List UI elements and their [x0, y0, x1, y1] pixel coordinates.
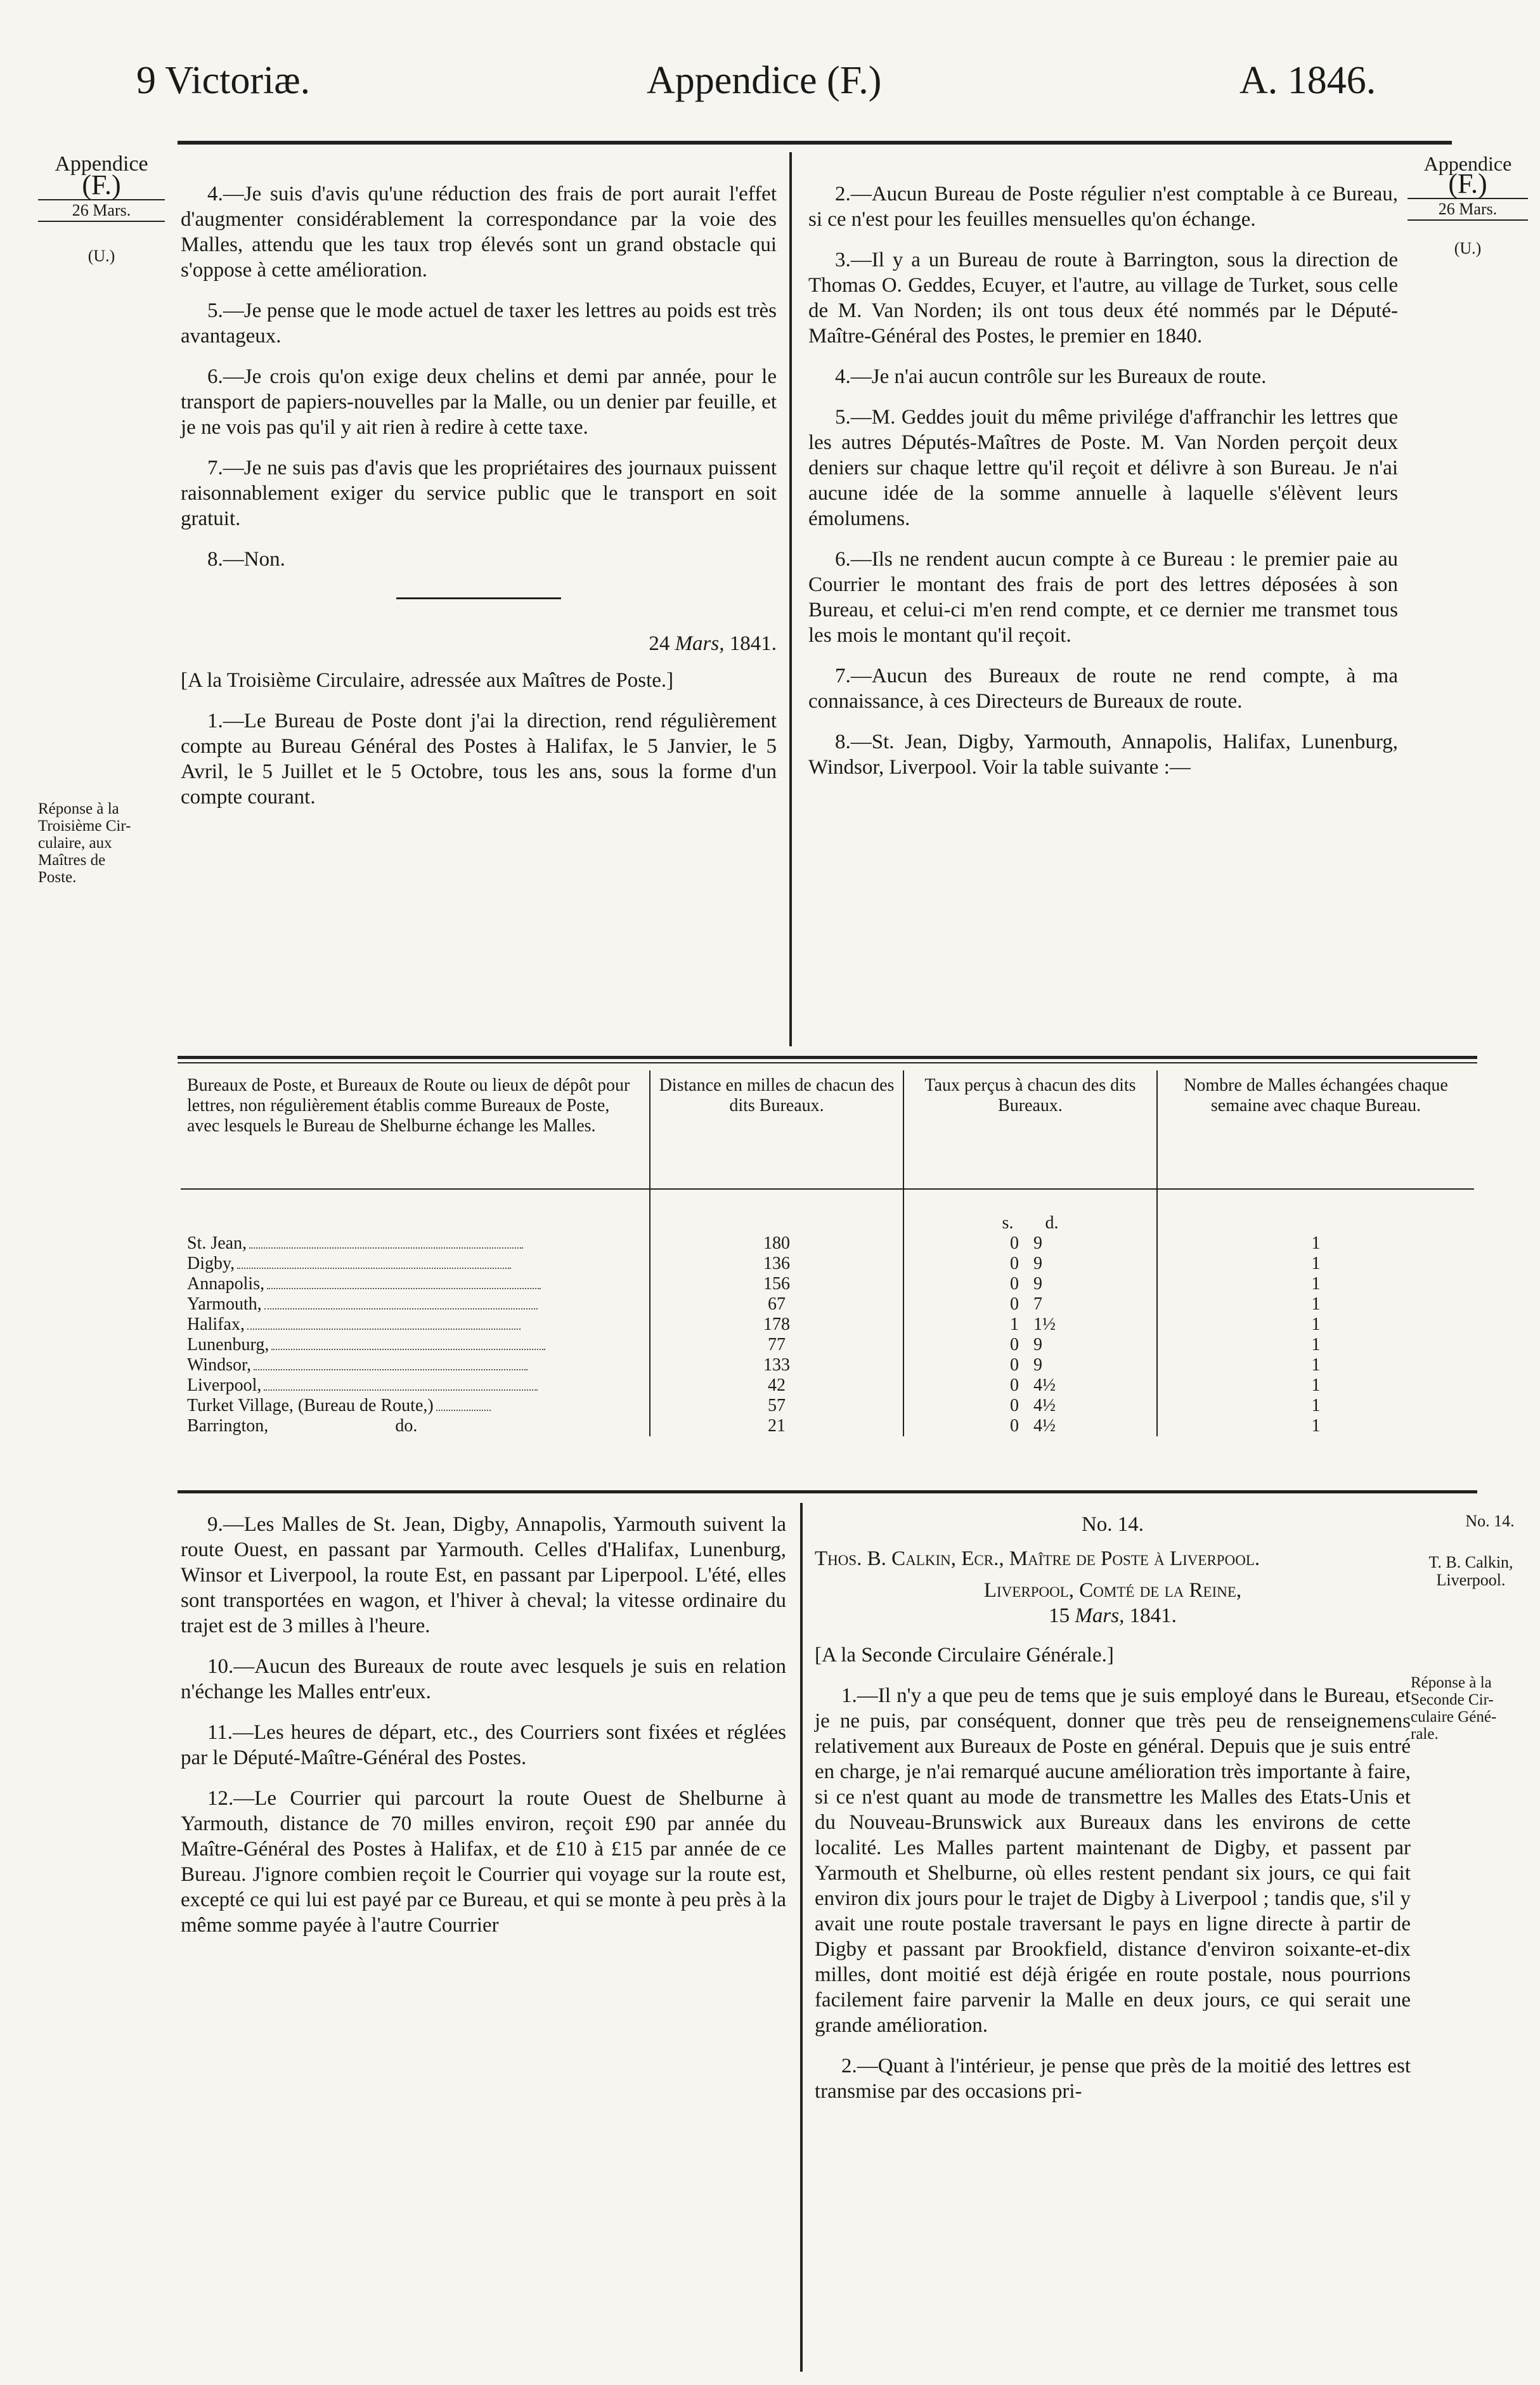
- header-distance: Distance en milles de chacun des dits Bureaux.: [650, 1070, 903, 1189]
- separator: [396, 597, 561, 599]
- paragraph-1: 1.—Il n'y a que peu de tems que je suis employé dans le Bureau, et je ne puis, par conséquent, donner que très peu de renseignemens relativement aux Bureaux de Poste en général. Depuis que je suis entré en charge, je n'ai remarqué aucune amélioration très importante à faire, si ce n'est quant au mode de transmettre les Malles des Etats-Unis et du Nouveau-Brunswick aux Bureaux dans les environs de cette localité. Les Malles partent maintenant de Digby, et passent par Yarmouth et Shelburne, où elles restent pendant six jours, ce qui fait environ dix jours pour le trajet de Digby à Liverpool ; tandis que, s'il y avait une route postale traversant le pays en ligne directe à partir de Digby et passant par Brookfield, distance d'environ soixante-et-dix milles, dont moitié est déjà érigée en route postale, nous pourrions facilement faire parvenir la Malle en deux jours, ce qui serait une grande amélioration.: [815, 1684, 1411, 2037]
- margin-right-top: [1407, 152, 1528, 257]
- paragraph-7: 7.—Aucun des Bureaux de route ne rend compte, à ma connaissance, à ces Directeurs de Bureaux de route.: [808, 665, 1398, 713]
- paragraph-2: 2.—Aucun Bureau de Poste régulier n'est comptable à ce Bureau, si ce n'est pour les feuilles mensuelles qu'on échange.: [808, 183, 1398, 231]
- row-mails: 1: [1311, 1233, 1321, 1253]
- margin-reponse-line: culaire, aux: [38, 835, 112, 852]
- margin-appendice: Appendice: [1423, 152, 1512, 175]
- margin-left-reponse: [38, 800, 159, 886]
- paragraph-5: 5.—Je pense que le mode actuel de taxer les lettres au poids est très avantageux.: [181, 299, 777, 348]
- row-shillings: 0: [1010, 1375, 1019, 1395]
- row-name-ditto: do.: [395, 1416, 418, 1436]
- unit-s: s.: [1002, 1213, 1014, 1233]
- row-pence: 4½: [1033, 1396, 1056, 1415]
- margin-f: (F.): [1448, 168, 1487, 199]
- row-distance: 67: [650, 1294, 903, 1315]
- row-mails: 1: [1311, 1355, 1321, 1375]
- margin-reponse-line: culaire Géné-: [1411, 1708, 1497, 1725]
- margin-calkin-line: T. B. Calkin,: [1428, 1553, 1513, 1571]
- row-distance: 57: [650, 1396, 903, 1416]
- header-right: A. 1846.: [1239, 59, 1376, 102]
- header-rates: Taux perçus à chacun des dits Bureaux.: [903, 1070, 1157, 1189]
- row-pence: 9: [1033, 1355, 1042, 1375]
- table-rule-top: [178, 1056, 1477, 1059]
- table-row: [181, 1355, 1474, 1375]
- date-month: Mars,: [675, 632, 725, 655]
- paragraph-2: 2.—Quant à l'intérieur, je pense que près de la moitié des lettres est transmise par des occasions pri-: [815, 2055, 1411, 2103]
- paragraph-9: 9.—Les Malles de St. Jean, Digby, Annapolis, Yarmouth suivent la route Ouest, en passant par Yarmouth. Celles d'Halifax, Lunenburg, Winsor et Liverpool, la route Est, en passant par Liperpool. L'été, elles sont transportées en wagon, et l'hiver à cheval; la vitesse ordinaire du trajet est de 3 milles à l'heure.: [181, 1513, 786, 1637]
- header-left: 9 Victoriæ.: [136, 59, 311, 102]
- column-divider-bottom: [800, 1503, 803, 2372]
- row-mails: 1: [1311, 1315, 1321, 1334]
- table-rule-bottom: [178, 1490, 1477, 1493]
- circular-note: [A la Seconde Circulaire Générale.]: [815, 1644, 1114, 1667]
- paragraph-8: 8.—Non.: [207, 548, 285, 571]
- row-mails: 1: [1311, 1416, 1321, 1436]
- paragraph-5: 5.—M. Geddes jouit du même privilége d'affranchir les lettres que les autres Députés-Maîtres de Poste. M. Van Norden perçoit deux deniers sur chaque lettre qu'il reçoit et délivre à son Bureau. Je n'ai aucune idée de la somme annuelle à laquelle s'élèvent leurs émolumens.: [808, 406, 1398, 530]
- row-distance: 77: [650, 1335, 903, 1355]
- row-mails: 1: [1311, 1294, 1321, 1314]
- letter-number: No. 14.: [1081, 1513, 1144, 1536]
- row-shillings: 0: [1010, 1294, 1019, 1314]
- paragraph-11: 11.—Les heures de départ, etc., des Courriers sont fixées et réglées par le Député-Maître-Général des Postes.: [181, 1721, 786, 1769]
- margin-u: (U.): [87, 247, 115, 265]
- margin-no14: No. 14.: [1465, 1512, 1515, 1530]
- date-year: 1841.: [1129, 1604, 1177, 1627]
- row-pence: 9: [1033, 1254, 1042, 1273]
- row-distance: 21: [650, 1416, 903, 1436]
- paragraph-1: 1.—Le Bureau de Poste dont j'ai la direction, rend régulièrement compte au Bureau Général des Postes à Halifax, le 5 Janvier, le 5 Avril, le 5 Juillet et le 5 Octobre, tous les ans, sous la forme d'un compte courant.: [181, 710, 777, 809]
- margin-date: 26 Mars.: [1407, 198, 1528, 221]
- date-day: 24: [649, 632, 670, 655]
- paragraph-6: 6.—Je crois qu'on exige deux chelins et demi par année, pour le transport de papiers-nouvelles par la Malle, ou un denier par feuille, et je ne vois pas qu'il y ait rien à redire à cette taxe.: [181, 365, 777, 439]
- row-pence: 4½: [1033, 1375, 1056, 1395]
- row-mails: 1: [1311, 1396, 1321, 1415]
- row-shillings: 0: [1010, 1233, 1019, 1253]
- row-distance: 180: [650, 1233, 903, 1254]
- row-mails: 1: [1311, 1274, 1321, 1294]
- row-name: Liverpool,: [187, 1375, 262, 1395]
- row-pence: 9: [1033, 1274, 1042, 1294]
- right-column-bottom: [815, 1512, 1411, 2119]
- row-name: Annapolis,: [187, 1274, 265, 1294]
- row-shillings: 0: [1010, 1355, 1019, 1375]
- row-shillings: 1: [1010, 1315, 1019, 1334]
- column-divider-top: [789, 152, 792, 1046]
- row-mails: 1: [1311, 1254, 1321, 1273]
- unit-d: d.: [1045, 1213, 1059, 1233]
- row-shillings: 0: [1010, 1274, 1019, 1294]
- margin-calkin-line: Liverpool.: [1436, 1571, 1506, 1589]
- letter-author: Thos. B. Calkin, Ecr., Maître de Poste à Liverpool.: [815, 1547, 1260, 1570]
- paragraph-4: 4.—Je n'ai aucun contrôle sur les Bureaux de route.: [835, 365, 1267, 388]
- row-name: Lunenburg,: [187, 1335, 269, 1355]
- row-shillings: 0: [1010, 1254, 1019, 1273]
- row-distance: 136: [650, 1254, 903, 1274]
- margin-appendice: Appendice: [55, 152, 148, 176]
- date-month: Mars,: [1075, 1604, 1125, 1627]
- margin-reponse-line: rale.: [1411, 1725, 1439, 1743]
- row-pence: 1½: [1033, 1315, 1056, 1334]
- row-distance: 156: [650, 1274, 903, 1294]
- row-name: St. Jean,: [187, 1233, 247, 1253]
- row-distance: 133: [650, 1355, 903, 1375]
- letter-place: Liverpool, Comté de la Reine,: [983, 1579, 1242, 1602]
- row-name: Windsor,: [187, 1355, 252, 1375]
- row-mails: 1: [1311, 1375, 1321, 1395]
- table-row: [181, 1254, 1474, 1274]
- row-name: Barrington,: [187, 1416, 269, 1436]
- header-rule: [178, 141, 1452, 145]
- table-row: [181, 1416, 1474, 1436]
- row-shillings: 0: [1010, 1335, 1019, 1355]
- row-shillings: 0: [1010, 1396, 1019, 1415]
- letter-date: [815, 1603, 1411, 1628]
- margin-right-reponse: [1411, 1674, 1531, 1743]
- table-row: [181, 1233, 1474, 1254]
- paragraph-8: 8.—St. Jean, Digby, Yarmouth, Annapolis, Halifax, Lunenburg, Windsor, Liverpool. Voir la table suivante :—: [808, 731, 1398, 779]
- date-year: 1841.: [729, 632, 777, 655]
- units-row: [181, 1189, 1474, 1233]
- date-day: 15: [1049, 1604, 1070, 1627]
- table-row: [181, 1315, 1474, 1335]
- paragraph-4: 4.—Je suis d'avis qu'une réduction des frais de port aurait l'effet d'augmenter considérablement la correspondance par la voie des Malles, attendu que les taux trop élevés sont un grand obstacle qui s'oppose à cette amélioration.: [181, 183, 777, 282]
- table-row: [181, 1335, 1474, 1355]
- row-mails: 1: [1311, 1335, 1321, 1355]
- row-name: Halifax,: [187, 1315, 245, 1334]
- dateline: [181, 631, 777, 656]
- margin-date: 26 Mars.: [38, 199, 165, 222]
- table-row: [181, 1375, 1474, 1396]
- header-offices: Bureaux de Poste, et Bureaux de Route ou lieux de dépôt pour lettres, non régulièrement établis comme Bureaux de Poste, avec lesquels le Bureau de Shelburne échange les Malles.: [181, 1070, 650, 1189]
- paragraph-10: 10.—Aucun des Bureaux de route avec lesquels je suis en relation n'échange les Malles entr'eux.: [181, 1655, 786, 1703]
- row-pence: 4½: [1033, 1416, 1056, 1436]
- header-center: Appendice (F.): [647, 59, 882, 102]
- table-row: [181, 1274, 1474, 1294]
- row-shillings: 0: [1010, 1416, 1019, 1436]
- margin-reponse-line: Réponse à la: [1411, 1674, 1492, 1691]
- margin-calkin: [1411, 1554, 1531, 1589]
- row-pence: 7: [1033, 1294, 1042, 1314]
- paragraph-12: 12.—Le Courrier qui parcourt la route Ouest de Shelburne à Yarmouth, distance de 70 milles environ, reçoit £90 par année du Maître-Général des Postes à Halifax, et de £10 à £15 par année de ce Bureau. J'ignore combien reçoit le Courrier qui voyage sur la route est, excepté ce qui lui est payé par ce Bureau, et qui se monte à peu près à la même somme payée à l'autre Courrier: [181, 1787, 786, 1937]
- row-pence: 9: [1033, 1233, 1042, 1253]
- row-name: Turket Village, (Bureau de Route,): [187, 1396, 434, 1415]
- paragraph-3: 3.—Il y a un Bureau de route à Barrington, sous la direction de Thomas O. Geddes, Ecuyer, et l'autre, au village de Turket, sous celle de M. Van Norden; ils ont tous deux été nommés par le Député-Maître-Général des Postes, le premier en 1840.: [808, 249, 1398, 348]
- margin-reponse-line: Poste.: [38, 869, 77, 886]
- table-row: [181, 1396, 1474, 1416]
- right-column-top: [808, 181, 1398, 795]
- paragraph-6: 6.—Ils ne rendent aucun compte à ce Bureau : le premier paie au Courrier le montant des frais de port des lettres déposées à son Bureau, et celui-ci m'en rend compte, et ce dernier me transmet tous les mois le montant qu'il reçoit.: [808, 548, 1398, 647]
- left-column-bottom: [181, 1512, 786, 1953]
- row-distance: 42: [650, 1375, 903, 1396]
- circular-note: [A la Troisième Circulaire, adressée aux Maîtres de Poste.]: [181, 669, 674, 692]
- paragraph-7: 7.—Je ne suis pas d'avis que les propriétaires des journaux puissent raisonnablement exiger du service public que le transport en soit gratuit.: [181, 457, 777, 530]
- margin-left-top: [38, 152, 165, 265]
- table-row: [181, 1294, 1474, 1315]
- row-pence: 9: [1033, 1335, 1042, 1355]
- row-name: Yarmouth,: [187, 1294, 262, 1314]
- row-distance: 178: [650, 1315, 903, 1335]
- offices-table: [181, 1070, 1474, 1436]
- row-name: Digby,: [187, 1254, 235, 1273]
- margin-u: (U.): [1454, 239, 1482, 257]
- left-column-top: [181, 181, 777, 825]
- margin-f: (F.): [82, 169, 121, 200]
- table-header-row: [181, 1070, 1474, 1189]
- table-rule-top-thin: [178, 1062, 1477, 1063]
- margin-reponse-line: Troisième Cir-: [38, 817, 131, 835]
- header-mails: Nombre de Malles échangées chaque semaine avec chaque Bureau.: [1157, 1070, 1474, 1189]
- margin-reponse-line: Réponse à la: [38, 800, 119, 817]
- margin-reponse-line: Maîtres de: [38, 852, 106, 869]
- margin-reponse-line: Seconde Cir-: [1411, 1691, 1494, 1708]
